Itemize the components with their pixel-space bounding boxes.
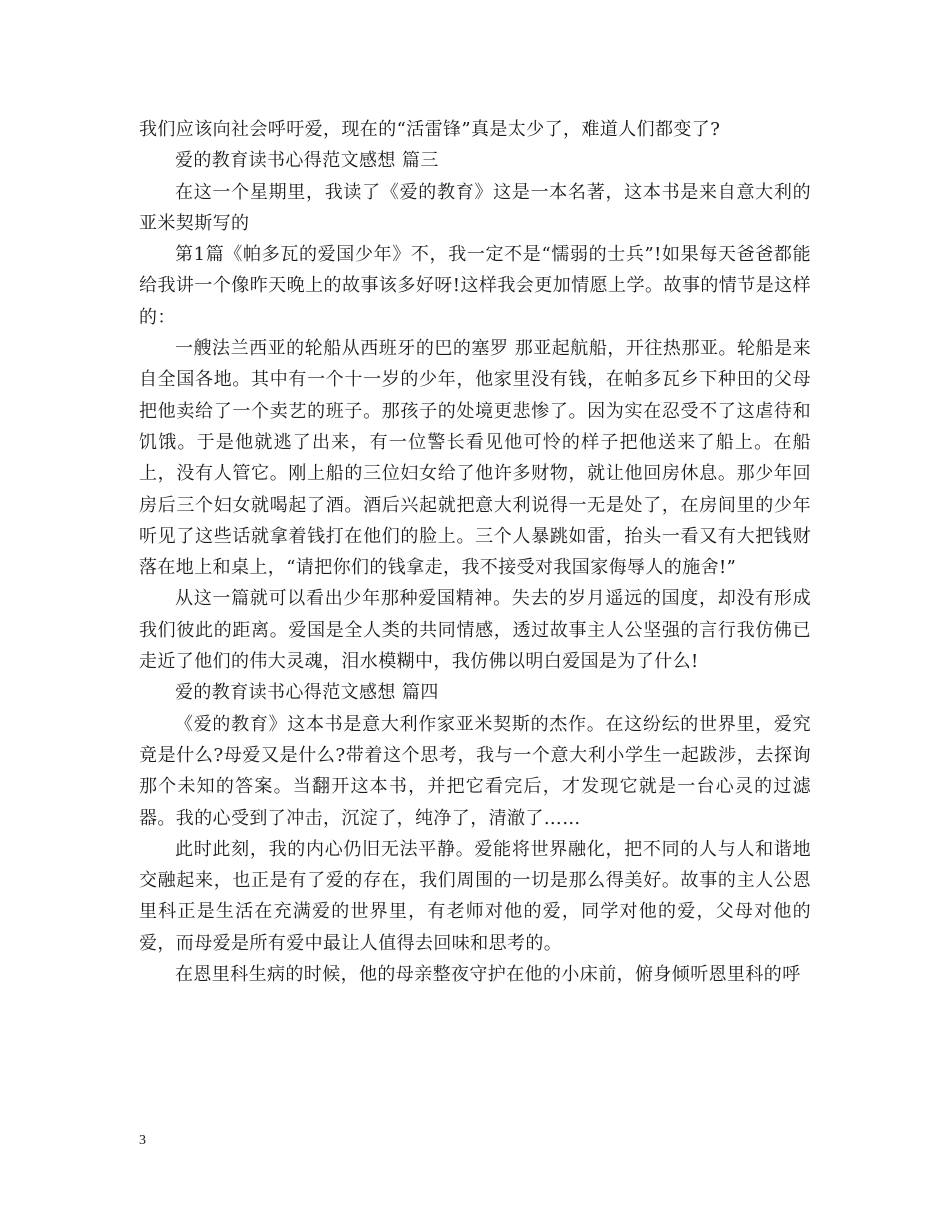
- paragraph-3: 在这一个星期里，我读了《爱的教育》这是一本名著，这本书是来自意大利的亚米契斯写的: [139, 181, 811, 234]
- paragraph-9: 此时此刻，我的内心仍旧无法平静。爱能将世界融化，把不同的人与人和谐地交融起来，也正是有了爱的存在，我们周围的一切是那么得美好。故事的主人公恩里科正是生活在充满爱的世界里，有老师对他的爱，同学对他的爱，父母对他的爱，而母爱是所有爱中最让人值得去回味和思考的。: [139, 838, 811, 954]
- paragraph-1: 我们应该向社会呼吁爱，现在的“活雷锋”真是太少了，难道人们都变了?: [139, 119, 721, 140]
- paragraph-10: 在恩里科生病的时候，他的母亲整夜守护在他的小床前，俯身倾听恩里科的呼: [175, 964, 801, 986]
- document-body: [139, 114, 811, 990]
- section-heading-part-three: 爱的教育读书心得范文感想 篇三: [175, 150, 439, 172]
- page-number: 3: [139, 1133, 146, 1148]
- paragraph-6: 从这一篇就可以看出少年那种爱国精神。失去的岁月遥远的国度，却没有形成我们彼此的距离。爱国是全人类的共同情感，透过故事主人公坚强的言行我仿佛已走近了他们的伟大灵魂，泪水模糊中，我仿佛以明白爱国是为了什么!: [139, 588, 811, 673]
- paragraph-8: 《爱的教育》这本书是意大利作家亚米契斯的杰作。在这纷纭的世界里，爱究竟是什么?母爱又是什么?带着这个思考，我与一个意大利小学生一起跋涉，去探询那个未知的答案。当翻开这本书，并把它看完后，才发现它就是一台心灵的过滤器。我的心受到了冲击，沉淀了，纯净了，清澈了……: [139, 713, 811, 829]
- paragraph-4: 第1篇《帕多瓦的爱国少年》不，我一定不是“懦弱的士兵”!如果每天爸爸都能给我讲一个像昨天晚上的故事该多好呀!这样我会更加情愿上学。故事的情节是这样的：: [139, 244, 811, 328]
- paragraph-5: 一艘法兰西亚的轮船从西班牙的巴的塞罗 那亚起航船，开往热那亚。轮船是来自全国各地。其中有一个十一岁的少年，他家里没有钱，在帕多瓦乡下种田的父母把他卖给了一个卖艺的班子。那孩子的处境更悲惨了。因为实在忍受不了这虐待和饥饿。于是他就逃了出来，有一位警长看见他可怜的样子把他送来了船上。在船上，没有人管它。刚上船的三位妇女给了他许多财物，就让他回房休息。那少年回房后三个妇女就喝起了酒。酒后兴起就把意大利说得一无是处了，在房间里的少年听见了这些话就拿着钱打在他们的脸上。三个人暴跳如雷，抬头一看又有大把钱财落在地上和桌上，“请把你们的钱拿走，我不接受对我国家侮辱人的施舍!”: [139, 338, 811, 579]
- section-heading-part-four: 爱的教育读书心得范文感想 篇四: [175, 682, 439, 704]
